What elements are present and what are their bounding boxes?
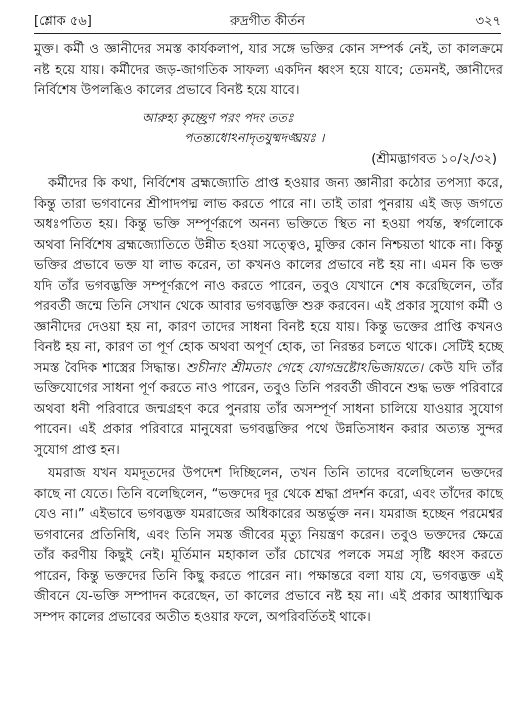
page-header <box>34 12 501 32</box>
paragraph-2-quote: শুচীনাং শ্রীমতাং গেহে যোগভ্রষ্টোঽভিজায়তে। <box>185 360 424 376</box>
paragraph-3: যমরাজ যখন যমদূতদের উপদেশ দিচ্ছিলেন, তখন তিনি তাদের বলেছিলেন ভক্তদের কাছে না যেতে। তিনি বলেছিলেন, “ভক্তদের দূর থেকে শ্রদ্ধা প্রদর্শন করো, এবং তাঁদের কাছে যেও না।” এইভাবে ভগবদ্ভক্ত যমরাজের অধিকারের অন্তর্ভুক্ত নন। যমরাজ হচ্ছেন পরমেশ্বর ভগবানের প্রতিনিধি, এবং তিনি সমস্ত জীবের মৃত্যু নিয়ন্ত্রণ করেন। তবুও ভক্তদের ক্ষেত্রে তাঁর করণীয় কিছুই নেই। মূর্তিমান মহাকাল তাঁর চোখের পলকে সমগ্র সৃষ্টি ধ্বংস করতে পারেন, কিন্তু ভক্তদের তিনি কিছু করতে পারেন না। পক্ষান্তরে বলা যায় যে, ভগবদ্ভক্ত এই জীবনে যে-ভক্তি সম্পাদন করেছেন, তা কালের প্রভাবে নষ্ট হয় না। এই প্রকার আধ্যাত্মিক সম্পদ কালের প্রভাবের অতীত হওয়ার ফলে, অপরিবর্তিতই থাকে। <box>34 466 503 625</box>
chapter-title: রুদ্রগীত কীর্তন <box>229 14 306 29</box>
body-text <box>34 40 503 628</box>
header-rule <box>34 33 501 34</box>
verse-citation: (শ্রীমদ্ভাগবত ১০/২/৩২) <box>371 151 497 167</box>
paragraph-2-text-b: কেউ যদি তাঁর ভক্তিযোগের সাধনা পূর্ণ করতে নাও পারেন, তবুও তিনি পরবর্তী জীবনে শুদ্ধ ভক্ত পরিবারে অথবা ধনী পরিবারে জন্মগ্রহণ করে পুনরায় তাঁর অসম্পূর্ণ সাধনা চালিয়ে যাওয়ার সুযোগ পাবেন। এই প্রকার পরিবারে মানুষেরা ভগবদ্ভক্তির পথে উন্নতিসাধন করার অত্যন্ত সুন্দর সুযোগ প্রাপ্ত হন। <box>34 360 503 458</box>
paragraph-2-text-a: কর্মীদের কি কথা, নির্বিশেষ ব্রহ্মজ্যোতি প্রাপ্ত হওয়ার জন্য জ্ঞানীরা কঠোর তপস্যা করে, কিন্তু তারা ভগবানের শ্রীপাদপদ্ম লাভ করতে পারে না। তাই তারা পুনরায় এই জড় জগতে অধঃপতিত হয়। কিন্তু ভক্তি সম্পূর্ণরূপে অনন্য ভক্তিতে স্থিত না হওয়া পর্যন্ত, স্বর্গলোকে অথবা নির্বিশেষ ব্রহ্মজ্যোতিতে উন্নীত হওয়া সত্ত্বেও, মুক্তির কোন নিশ্চয়তা থাকে না। কিন্তু ভক্তির প্রভাবে ভক্ত যা লাভ করেন, তা কখনও কালের প্রভাবে নষ্ট হয় না। এমন কি ভক্ত যদি তাঁর ভগবদ্ভক্তি সম্পূর্ণরূপে নাও করতে পারেন, তবুও যেখানে শেষ করেছিলেন, তাঁর পরবর্তী জন্মে তিনি সেখান থেকে আবার ভগবদ্ভক্তি শুরু করবেন। এই প্রকার সুযোগ কর্মী ও জ্ঞানীদের দেওয়া হয় না, কারণ তাদের সাধনা বিনষ্ট হয়ে যায়। কিন্তু ভক্তের প্রাপ্তি কখনও বিনষ্ট হয় না, কারণ তা পূর্ণ হোক অথবা অপূর্ণ হোক, তা নিরন্তর চলতে থাকে। সেটিই হচ্ছে সমস্ত বৈদিক শাস্ত্রের সিদ্ধান্ত। <box>34 176 503 376</box>
verse-line-1: আরুহ্য কৃচ্ছ্রেণ পরং পদং ততঃ <box>142 109 294 125</box>
verse-reference: [শ্লোক ৫৬] <box>34 14 92 29</box>
verse-line-2: পতন্ত্যধোঽনাদৃতযুষ্মদঙ্ঘ্রয়ঃ । <box>184 129 325 145</box>
page-number: ৩২৭ <box>475 14 501 29</box>
paragraph-2 <box>34 174 503 461</box>
paragraph-1: মুক্ত। কর্মী ও জ্ঞানীদের সমস্ত কার্যকলাপ, যার সঙ্গে ভক্তির কোন সম্পর্ক নেই, তা কালক্রমে নষ্ট হয়ে যায়। কর্মীদের জড়-জাগতিক সাফল্য একদিন ধ্বংস হয়ে যাবে; তেমনই, জ্ঞানীদের নির্বিশেষ উপলব্ধিও কালের প্রভাবে বিনষ্ট হয়ে যাবে। <box>34 42 503 98</box>
sanskrit-verse <box>34 108 503 148</box>
